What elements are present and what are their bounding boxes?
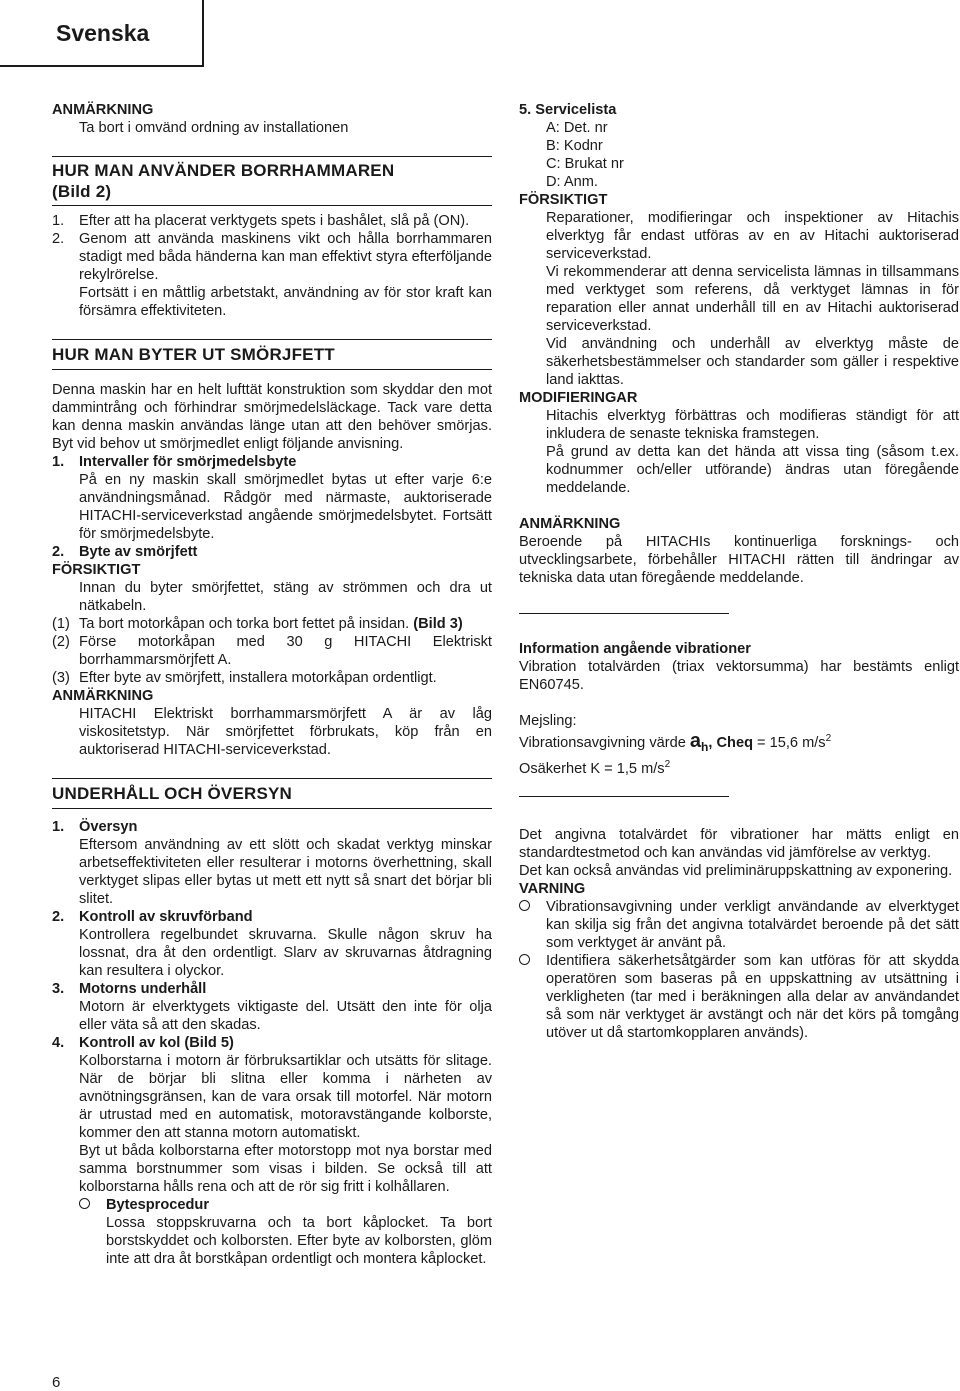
grease-item-title: 1. Intervaller för smörjmedelsbyte xyxy=(52,454,297,470)
divider xyxy=(519,613,729,614)
caution-paragraph: Vid användning och underhåll av elverktyg måste de säkerhetsbestämmelser och standarder som gäller i respektive land iakttas. xyxy=(546,336,959,388)
maintenance-item-text: Eftersom användning av ett slött och skadat verktyg minskar arbetseffektiviteten eller resulterar i motorns överhettning, skall verktyget slipas eller bytas ut mett ett nytt så snart det börjar bli slitet. xyxy=(79,837,492,907)
caution-label: FÖRSIKTIGT xyxy=(519,192,608,208)
vibration-paragraph: Det angivna totalvärdet för vibrationer har mätts enligt en standardtestmetod och kan användas vid jämförelse av verktyg. xyxy=(519,826,959,861)
service-code: A: Det. nr xyxy=(546,120,608,136)
divider xyxy=(52,778,492,779)
note-text: Ta bort i omvänd ordning av installationen xyxy=(79,120,349,136)
caution-paragraph: Vi rekommenderar att denna servicelista lämnas in tillsammans med verktyget som referens, då verktyget lämnas in för reparation eller annat underhåll till en av Hitachi auktoriserad serviceverkstad. xyxy=(546,264,959,334)
note-text: Beroende på HITACHIs kontinuerliga forsknings- och utvecklingsarbete, förbehåller HITACHI rätten till ändringar av tekniska data utan föregående meddelande. xyxy=(519,534,959,586)
grease-step: (3) Efter byte av smörjfett, installera motorkåpan ordentligt. xyxy=(52,670,437,686)
note-label: ANMÄRKNING xyxy=(519,516,621,532)
divider xyxy=(52,339,492,340)
maintenance-list xyxy=(52,818,492,1268)
service-title: 5. Servicelista xyxy=(519,102,617,118)
modifications-paragraph: På grund av detta kan det hända att vissa ting (såsom t.ex. kodnummer och/eller utförande) ändras utan föregående meddelande. xyxy=(546,444,959,496)
section-title-grease: HUR MAN BYTER UT SMÖRJFETT xyxy=(52,345,335,364)
maintenance-item-text: Kontrollera regelbundet skruvarna. Skulle någon skruv ha lossnat, dra åt den ordentligt. Slarv av skruvarnas åtdragning kan resultera i olyckor. xyxy=(79,927,492,979)
note-label: ANMÄRKNING xyxy=(52,102,154,118)
maintenance-item-text: Motorn är elverktygets viktigaste del. Utsätt den inte för olja eller väta så att den skadas. xyxy=(79,999,492,1033)
maintenance-item-title: 1. Översyn xyxy=(52,819,138,835)
divider xyxy=(52,369,492,370)
vibration-text: Vibration totalvärden (triax vektorsumma) har bestämts enligt EN60745. xyxy=(519,659,959,693)
grease-item-text: På en ny maskin skall smörjmedlet bytas ut efter varje 6:e användningsmånad. Rådgör med närmaste, auktoriserade HITACHI-serviceverkstad angående smörjmedelsbytet. Fortsätt för smörjmedelsbyte. xyxy=(79,472,492,542)
section-title-maintenance: UNDERHÅLL OCH ÖVERSYN xyxy=(52,784,293,803)
grease-step: (1) Ta bort motorkåpan och torka bort fettet på insidan. (Bild 3) xyxy=(52,616,463,632)
grease-intro: Denna maskin har en helt lufttät konstruktion som skyddar den mot dammintrång och förhindrar smörjmedelsläckage. Tack vare detta kan denna maskin användas länge utan att den behöver smörjas. Byt vid behov ut smörjmedlet enligt följande anvisning. xyxy=(52,382,492,452)
section-title-use-ref: (Bild 2) xyxy=(52,182,112,201)
maintenance-item-text: Byt ut båda kolborstarna efter motorstopp mot nya borstar med samma borstnummer som visas i bilden. Se också till att kolborstarna hålls rena och att de rör sig fritt i kolhållaren. xyxy=(79,1143,492,1195)
tool-mode: Mejsling: xyxy=(519,713,577,729)
circle-bullet-icon xyxy=(519,900,530,911)
caution-text: Innan du byter smörjfettet, stäng av strömmen och dra ut nätkabeln. xyxy=(79,580,492,614)
circle-bullet-icon xyxy=(79,1198,90,1209)
procedure-text: Lossa stoppskruvarna och ta bort kåplocket. Ta bort borstskyddet och kolborsten. Efter byte av kolborsten, glöm inte att dra åt borstkåpan ordentligt och montera kåplocket. xyxy=(106,1215,492,1267)
note-text: HITACHI Elektriskt borrhammarsmörjfett A är av låg viskositetstyp. När smörjfettet förbrukats, köp från en auktoriserad HITACHI-serviceverkstad. xyxy=(79,706,492,758)
right-column xyxy=(519,101,959,1042)
service-code: C: Brukat nr xyxy=(546,156,624,172)
use-step: 1. Efter att ha placerat verktygets spets i bashålet, slå på (ON). xyxy=(52,213,470,229)
procedure-title: Bytesprocedur xyxy=(106,1197,209,1213)
divider xyxy=(52,205,492,206)
language-tab xyxy=(0,0,204,67)
note-label: ANMÄRKNING xyxy=(52,688,154,704)
use-step: 2. Genom att använda maskinens vikt och hålla borrhammaren stadigt med båda händerna kan man effektivt styra efterföljande rekylrörelse. xyxy=(52,231,492,283)
emission-value: Vibrationsavgivning värde $a_h$, Cheq = 15,6 $m/s^2$ xyxy=(519,729,832,754)
maintenance-item-text: Kolborstarna i motorn är förbruksartiklar och utsätts för slitage. När de börjar bli slitna eller komma i närheten av avnötningsgränsen, kan de vara orsak till motorfel. När motorn är utrustad med en automatisk, motoravstängande kolborste, kommer den att stanna motorn automatiskt. xyxy=(79,1053,492,1141)
maintenance-item-title: 3. Motorns underhåll xyxy=(52,981,207,997)
service-code: D: Anm. xyxy=(546,174,598,190)
divider xyxy=(519,796,729,797)
divider xyxy=(52,156,492,157)
maintenance-item-title: 2. Kontroll av skruvförband xyxy=(52,909,253,925)
divider xyxy=(52,808,492,809)
procedure-bullet xyxy=(52,1196,492,1268)
language-label: Svenska xyxy=(56,20,150,46)
maintenance-item-title: 4. Kontroll av kol (Bild 5) xyxy=(52,1035,234,1051)
page-number: 6 xyxy=(52,1374,61,1391)
modifications-label: MODIFIERINGAR xyxy=(519,390,638,406)
warning-item: Vibrationsavgivning under verkligt användande av elverktyget kan skilja sig från det angivna totalvärdet beroende på det sätt som verktyget är använt på. xyxy=(519,898,959,952)
caution-label: FÖRSIKTIGT xyxy=(52,562,141,578)
vibration-paragraph: Det kan också användas vid preliminäruppskattning av exponering. xyxy=(519,862,953,879)
left-column xyxy=(52,101,492,1268)
modifications-paragraph: Hitachis elverktyg förbättras och modifieras ständigt för att inkludera de senaste tekniska framstegen. xyxy=(546,408,959,442)
vibration-title: Information angående vibrationer xyxy=(519,641,751,657)
use-steps xyxy=(52,212,492,320)
warning-label: VARNING xyxy=(519,880,586,897)
use-extra: Fortsätt i en måttlig arbetstakt, användning av för stor kraft kan försämra effektiviteten. xyxy=(79,285,492,319)
uncertainty-value: Osäkerhet K = 1,5 $m/s^2$ xyxy=(519,758,671,777)
grease-step: (2) Förse motorkåpan med 30 g HITACHI Elektriskt borrhammarsmörjfett A. xyxy=(52,634,492,668)
warning-item: Identifiera säkerhetsåtgärder som kan utföras för att skydda operatören som baseras på en uppskattning av utsättning i verkligheten (tar med i beräkningen alla delar av användandet så som när verktyget är avstängt och när det körs på tomgång utöver ut då startomkopplaren används). xyxy=(519,952,959,1042)
circle-bullet-icon xyxy=(519,954,530,965)
grease-item-title: 2. Byte av smörjfett xyxy=(52,544,198,560)
caution-paragraph: Reparationer, modifieringar och inspektioner av Hitachis elverktyg får endast utföras av en av Hitachi auktoriserad serviceverkstad. xyxy=(546,210,959,262)
service-code: B: Kodnr xyxy=(546,138,603,154)
section-title-use: HUR MAN ANVÄNDER BORRHAMMAREN xyxy=(52,161,395,180)
